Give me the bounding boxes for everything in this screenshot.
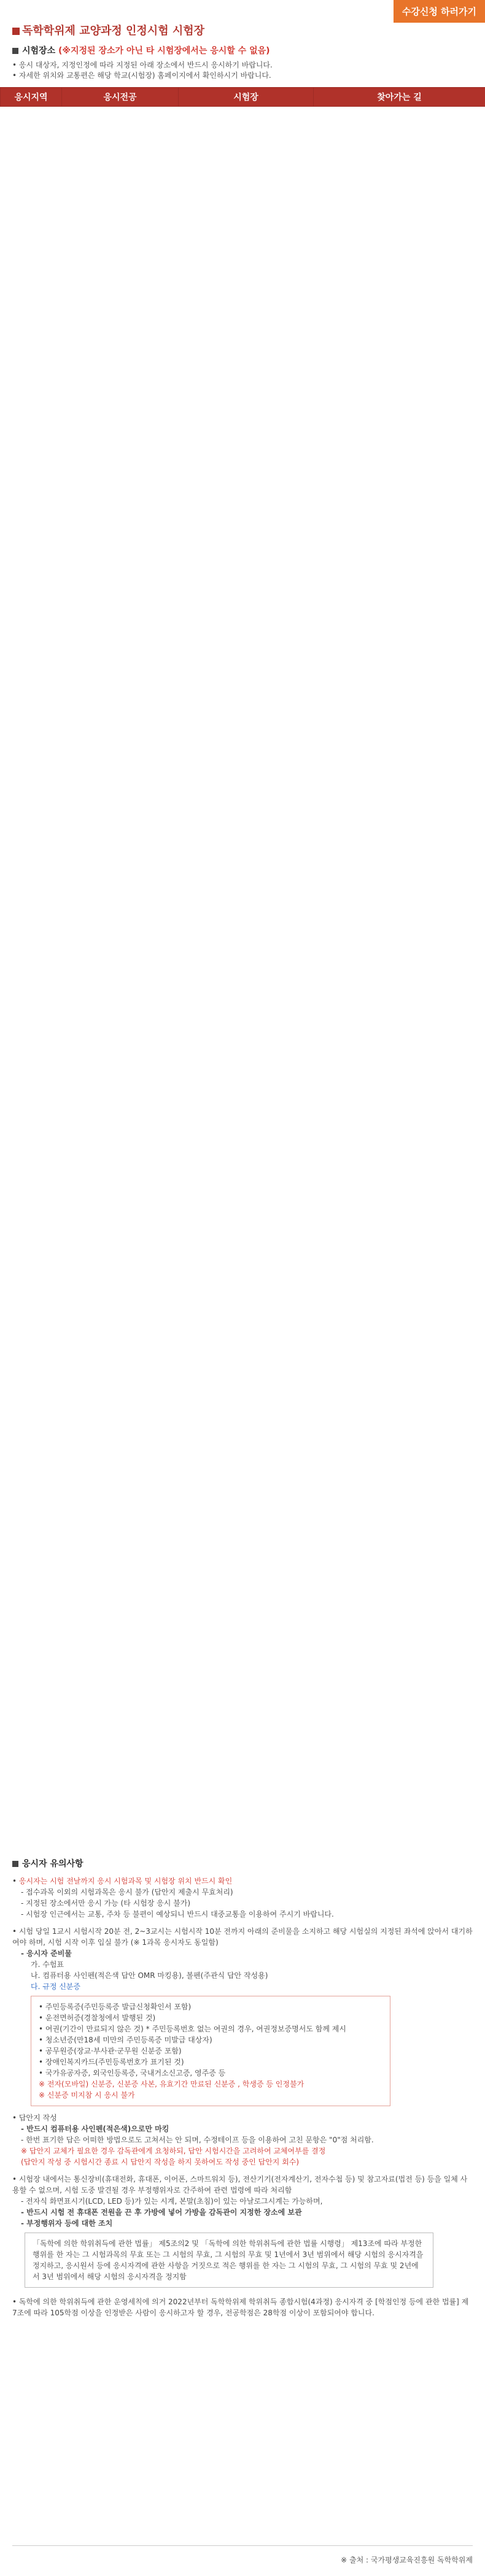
header-major: 응시전공	[62, 88, 179, 107]
venue-bullets	[12, 60, 273, 81]
id-item: • 주민등록증(주민등록증 발급신청확인서 포함)	[39, 2003, 192, 2011]
id-item-text: 청소년증(만18세 미만의 주민등록증 미발급 대상자)	[45, 2036, 212, 2044]
id-item: • 공무원증(장교·부사관·군무원 신분증 포함)	[39, 2047, 182, 2055]
note-check: • 응시자는 시험 전날까지 응시 시험과목 및 시험장 위치 반드시 확인	[12, 1877, 233, 1885]
forbid-note-text: 시험장 내에서는 통신장비(휴대전화, 휴대폰, 이어폰, 스마트워치 등), 전산기기(전자계산기, 전자수첩 등) 및 참고자료(법전 등) 등을 일체 사용할 수 없으며, 시험 도중 발견될 경우 부정행위자로 간주하여 관련 법령에 따라 처리함	[12, 2175, 468, 2195]
id-note-1: ※ 전자(모바일) 신분증, 신분증 사본, 유효기간 만료된 신분증 , 학생증 등 인정불가	[39, 2080, 305, 2088]
answer-line-4: (답안지 작성 중 시험시간 종료 시 답안지 작성을 하지 못하여도 작성 중인 답안지 회수)	[21, 2158, 300, 2166]
id-item-text: 여권(기간이 만료되지 않은 것) * 주민등록번호 없는 여권의 경우, 여권정보증명서도 함께 제시	[45, 2025, 346, 2033]
table-header-row	[1, 88, 485, 107]
final-note: • 독학에 의한 학위취득에 관한 운영세칙에 의거 2022년부터 독학학위제 학위취득 종합시험(4과정) 응시자격 중 [학점인정 등에 관한 법률] 제7조에 따라 105학점 이상을 인정받은 사람이 응시하고자 할 경우, 전공학점은 28학점 이상이 포함되어야 합니다.	[12, 2298, 469, 2317]
answer-line-2: - 한번 표기한 답은 어떠한 방법으로도 고쳐서는 안 되며, 수정테이프 등을 이용하여 고친 문항은 "0"점 처리함.	[21, 2136, 374, 2144]
caution-heading	[12, 1857, 83, 1869]
id-item-text: 주민등록증(주민등록증 발급신청확인서 포함)	[45, 2003, 192, 2011]
section-square-icon	[12, 1861, 18, 1867]
note-arrival: • 시험 당일 1교시 시험시작 20분 전, 2~3교시는 시험시작 10분 전까지 아래의 준비물을 소지하고 해당 시험실의 지정된 좌석에 앉아서 대기하여야 하며, 시험 시작 이후 입실 불가 (※ 1과목 응시자도 동일함)	[12, 1927, 473, 1947]
footer-divider	[12, 2545, 473, 2546]
id-item-text: 공무원증(장교·부사관·군무원 신분증 포함)	[45, 2047, 182, 2055]
answer-line-1: - 반드시 컴퓨터용 사인펜(적은색)으로만 마킹	[21, 2125, 169, 2133]
id-item-text: 장애인복지카드(주민등록번호가 표기된 것)	[45, 2058, 184, 2066]
prep-item-b: 나. 컴퓨터용 사인펜(적은색 답안 OMR 마킹용), 볼펜(주관식 답안 작성용)	[31, 1971, 268, 1980]
venue-warning: (※지정된 장소가 아닌 타 시험장에서는 응시할 수 없음)	[58, 46, 270, 56]
id-item: • 장애인복지카드(주민등록번호가 표기된 것)	[39, 2058, 184, 2066]
note-check-line-1: - 접수과목 이외의 시험과목은 응시 불가 (답안지 제출시 무효처리)	[21, 1888, 233, 1896]
header-venue: 시험장	[179, 88, 314, 107]
venue-bullet-1: • 응시 대상자, 지정인정에 따라 지정된 아래 장소에서 반드시 응시하기 바랍니다.	[12, 60, 273, 71]
id-item: • 운전면허증(경찰청에서 발행된 것)	[39, 2014, 156, 2022]
forbid-line-2: - 반드시 시험 전 휴대폰 전원을 끈 후 가방에 넣어 가방을 감독관이 지정한 장소에 보관	[21, 2208, 302, 2217]
section-square-icon	[12, 48, 18, 54]
forbid-note: • 시험장 내에서는 통신장비(휴대전화, 휴대폰, 이어폰, 스마트워치 등), 전산기기(전자계산기, 전자수첩 등) 및 참고자료(법전 등) 등을 일체 사용할 수 없으며, 시험 도중 발견될 경우 부정행위자로 간주하여 관련 법령에 따라 처리함	[12, 2175, 468, 2195]
venue-bullet-2: • 자세한 위치와 교통편은 해당 학교(시험장) 홈페이지에서 확인하시기 바랍니다.	[12, 71, 273, 81]
note-check-line-3: - 시험장 인근에서는 교통, 주차 등 불편이 예상되니 반드시 대중교통을 이용하여 주시기 바랍니다.	[21, 1910, 334, 1919]
id-item-text: 국가유공자증, 외국인등록증, 국내거소신고증, 영주증 등	[45, 2069, 226, 2077]
caution-notes	[12, 1876, 473, 2318]
answer-heading-text: 답안지 작성	[18, 2114, 57, 2122]
page-title	[12, 22, 204, 38]
id-list-box	[31, 1996, 390, 2106]
apply-course-button[interactable]: 수강신청 하러가기	[394, 0, 485, 23]
id-item-text: 운전면허증(경찰청에서 발행된 것)	[45, 2014, 156, 2022]
caution-heading-text: 응시자 유의사항	[22, 1859, 83, 1869]
page-title-text: 독학학위제 교양과정 인정시험 시험장	[22, 25, 205, 37]
venue-heading-text: 시험장소	[22, 46, 56, 56]
prep-heading: - 응시자 준비물	[21, 1949, 72, 1958]
prep-item-a: 가. 수험표	[31, 1960, 64, 1969]
id-note-2: ※ 신분증 미지참 시 응시 불가	[39, 2091, 135, 2099]
answer-line-3: ※ 답안지 교체가 필요한 경우 감독관에게 요청하되, 답안 시험시간을 고려하여 교체여부를 결정	[21, 2147, 326, 2155]
source-note: ※ 출처 : 국가평생교육진흥원 독학학위제	[341, 2556, 473, 2564]
answer-heading: • 답안지 작성	[12, 2114, 57, 2122]
forbid-line-1: - 전자식 화면표시기(LCD, LED 등)가 있는 시계, 본말(초침)이 있는 아날로그시계는 가능하며,	[21, 2197, 323, 2206]
id-item: • 국가유공자증, 외국인등록증, 국내거소신고증, 영주증 등	[39, 2069, 226, 2077]
title-square-icon	[12, 28, 20, 35]
prep-item-c: 다. 규정 신분증	[31, 1982, 80, 1991]
forbid-line-3: - 부정행위자 등에 대한 조치	[21, 2219, 113, 2228]
law-box: 「독학에 의한 학위취득에 관한 법률」 제5조의2 및 「독학에 의한 학위취득에 관한 법률 시행령」 제13조에 따라 부정한 행위를 한 자는 그 시험과목의 무효 또는 그 시험의 무효, 그 시험의 무효 및 1년에서 3년 범위에서 해당 시험의 응시자격을 정지하고, 응시원서 등에 응시자격에 관한 사항을 거짓으로 적은 행위를 한 자는 그 시험의 무효, 그 시험의 무효 및 2년에서 3년 범위에서 해당 시험의 응시자격을 정지함	[25, 2233, 433, 2288]
note-arrival-text: 시험 당일 1교시 시험시작 20분 전, 2~3교시는 시험시작 10분 전까지 아래의 준비물을 소지하고 해당 시험실의 지정된 좌석에 앉아서 대기하여야 하며, 시험 시작 이후 입실 불가 (※ 1과목 응시자도 동일함)	[12, 1927, 473, 1947]
header-directions: 찾아가는 길	[314, 88, 485, 107]
venue-table	[0, 87, 485, 107]
note-check-line-2: - 지정된 장소에서만 응시 가능 (타 시험장 응시 불가)	[21, 1899, 191, 1907]
id-item: • 청소년증(만18세 미만의 주민등록증 미발급 대상자)	[39, 2036, 212, 2044]
id-item: • 여권(기간이 만료되지 않은 것) * 주민등록번호 없는 여권의 경우, 여권정보증명서도 함께 제시	[39, 2025, 346, 2033]
final-note-text: 독학에 의한 학위취득에 관한 운영세칙에 의거 2022년부터 독학학위제 학위취득 종합시험(4과정) 응시자격 중 [학점인정 등에 관한 법률] 제7조에 따라 105학점 이상을 인정받은 사람이 응시하고자 할 경우, 전공학점은 28학점 이상이 포함되어야 합니다.	[12, 2298, 469, 2317]
header-region: 응시지역	[1, 88, 62, 107]
venue-heading	[12, 44, 270, 56]
note-check-text: 응시자는 시험 전날까지 응시 시험과목 및 시험장 위치 반드시 확인	[18, 1877, 233, 1885]
